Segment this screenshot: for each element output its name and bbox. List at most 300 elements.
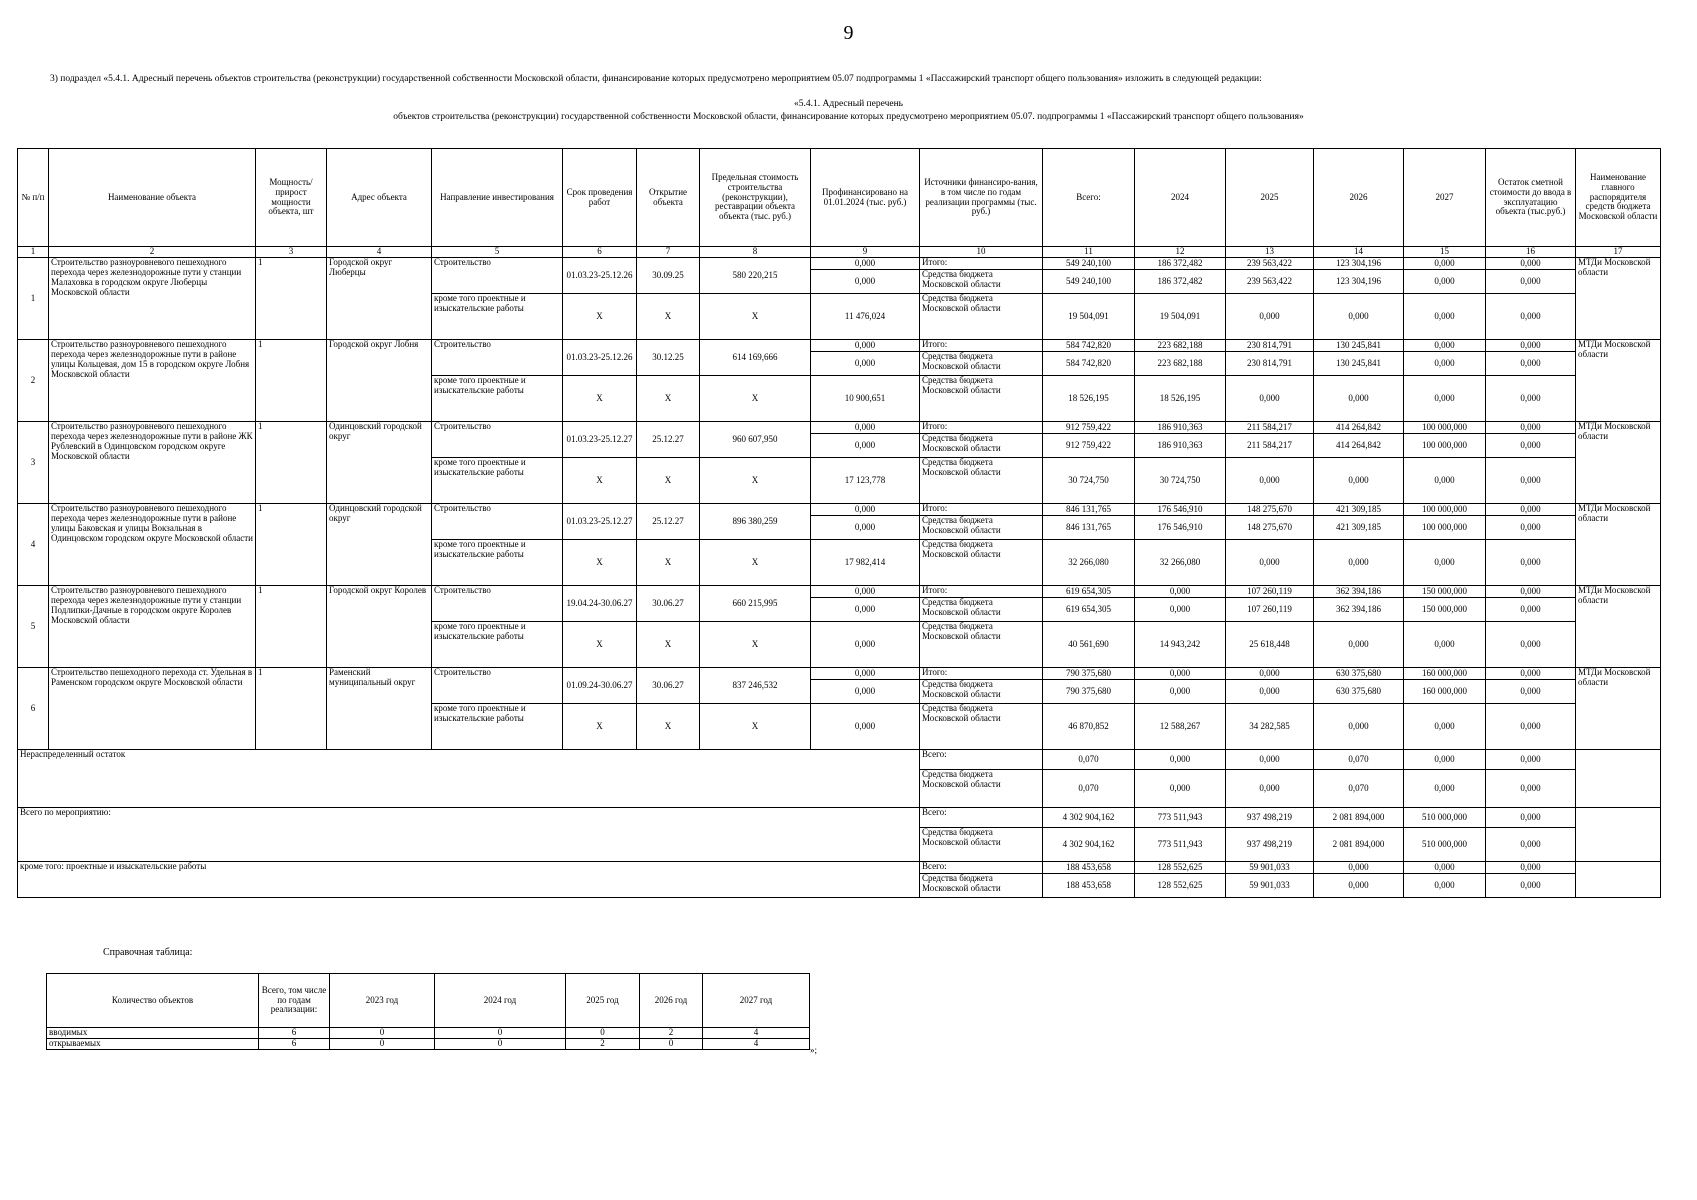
amount-cell: 0,000 [1314, 294, 1404, 340]
object-capacity: 1 [256, 586, 327, 668]
object-number: 3 [18, 422, 49, 504]
financed-cell: 0,000 [811, 598, 920, 622]
amount-cell: 230 814,791 [1226, 352, 1314, 376]
amount-cell: 0,000 [1486, 258, 1576, 270]
column-number-row [18, 247, 1661, 258]
intro-paragraph: 3) подраздел «5.4.1. Адресный перечень объектов строительства (реконструкции) государственной собственности Московской области, финансирование которых предусмотрено мероприятием 05.07 подпрограммы 1 «Пассажирский транспорт общего пользования» изложить в следующей редакции: [50, 74, 1262, 84]
reference-col-header: 2025 год [566, 974, 640, 1028]
amount-cell: 128 552,625 [1135, 874, 1226, 898]
reference-col-header: 2026 год [640, 974, 703, 1028]
summary-row [18, 750, 1661, 770]
reference-cell: 6 [259, 1038, 330, 1049]
source-cell: Итого: [920, 668, 1043, 680]
col-header: Остаток сметной стоимости до ввода в эксплуатацию объекта (тыс.руб.) [1486, 149, 1576, 247]
object-name: Строительство разноуровневого пешеходного перехода через железнодорожные пути у станции Малаховка в городском округе Люберцы Московской области [49, 258, 256, 340]
col-header: 2024 [1135, 149, 1226, 247]
col-header: Адрес объекта [327, 149, 432, 247]
financed-cell: 11 476,024 [811, 294, 920, 340]
object-capacity: 1 [256, 504, 327, 586]
extra-opening: X [637, 704, 700, 750]
amount-cell: 14 943,242 [1135, 622, 1226, 668]
financed-cell: 0,000 [811, 586, 920, 598]
empty-cell [1576, 750, 1661, 808]
amount-cell: 414 264,842 [1314, 434, 1404, 458]
extra-opening: X [637, 376, 700, 422]
amount-cell: 549 240,100 [1043, 270, 1135, 294]
amount-cell: 912 759,422 [1043, 422, 1135, 434]
object-row [18, 340, 1661, 352]
amount-cell: 0,000 [1486, 622, 1576, 668]
object-name: Строительство разноуровневого пешеходного перехода через железнодорожные пути в районе улицы Баковская и улицы Вокзальная в Одинцовском городском округе Московской области [49, 504, 256, 586]
amount-cell: 0,000 [1135, 586, 1226, 598]
amount-cell: 584 742,820 [1043, 340, 1135, 352]
financed-cell: 0,000 [811, 680, 920, 704]
object-capacity: 1 [256, 340, 327, 422]
extra-max-cost: X [700, 704, 811, 750]
amount-cell: 150 000,000 [1404, 598, 1486, 622]
extra-max-cost: X [700, 294, 811, 340]
col-header: Открытие объекта [637, 149, 700, 247]
amount-cell: 0,000 [1226, 750, 1314, 770]
object-name: Строительство разноуровневого пешеходного перехода через железнодорожные пути у станции Подлипки-Дачные в городском округе Королев Московской области [49, 586, 256, 668]
amount-cell: 0,000 [1486, 458, 1576, 504]
amount-cell: 19 504,091 [1043, 294, 1135, 340]
object-opening: 30.06.27 [637, 668, 700, 704]
amount-cell: 0,000 [1486, 586, 1576, 598]
amount-cell: 123 304,196 [1314, 270, 1404, 294]
extra-period: X [563, 704, 637, 750]
object-direction: Строительство [432, 586, 563, 622]
amount-cell: 414 264,842 [1314, 422, 1404, 434]
amount-cell: 0,000 [1486, 680, 1576, 704]
amount-cell: 0,000 [1486, 352, 1576, 376]
amount-cell: 59 901,033 [1226, 862, 1314, 874]
amount-cell: 0,070 [1043, 750, 1135, 770]
amount-cell: 0,000 [1404, 340, 1486, 352]
object-number: 5 [18, 586, 49, 668]
reference-cell: 0 [566, 1028, 640, 1039]
col-header: 2025 [1226, 149, 1314, 247]
col-header: Направление инвестирования [432, 149, 563, 247]
col-header: 2026 [1314, 149, 1404, 247]
amount-cell: 100 000,000 [1404, 434, 1486, 458]
amount-cell: 790 375,680 [1043, 680, 1135, 704]
column-number: 7 [637, 247, 700, 258]
amount-cell: 619 654,305 [1043, 586, 1135, 598]
col-header: Мощность/ прирост мощности объекта, шт [256, 149, 327, 247]
amount-cell: 0,000 [1314, 874, 1404, 898]
column-number: 5 [432, 247, 563, 258]
summary-row [18, 862, 1661, 874]
caption-subtitle: объектов строительства (реконструкции) государственной собственности Московской области, финансирование которых предусмотрено мероприятием 05.07. подпрограммы 1 «Пассажирский транспорт общего пользования» [393, 112, 1304, 122]
amount-cell: 0,000 [1226, 668, 1314, 680]
source-cell: Итого: [920, 258, 1043, 270]
amount-cell: 630 375,680 [1314, 668, 1404, 680]
reference-row-label: вводимых [47, 1028, 259, 1039]
source-cell: Средства бюджета Московской области [920, 294, 1043, 340]
amount-cell: 186 372,482 [1135, 258, 1226, 270]
object-capacity: 1 [256, 258, 327, 340]
amount-cell: 0,000 [1486, 828, 1576, 862]
amount-cell: 107 260,119 [1226, 598, 1314, 622]
reference-col-header: Количество объектов [47, 974, 259, 1028]
amount-cell: 0,000 [1226, 770, 1314, 808]
amount-cell: 176 546,910 [1135, 504, 1226, 516]
column-number: 13 [1226, 247, 1314, 258]
extra-period: X [563, 376, 637, 422]
object-period: 01.03.23-25.12.26 [563, 258, 637, 294]
amount-cell: 188 453,658 [1043, 874, 1135, 898]
object-manager: МТДи Московской области [1576, 258, 1661, 340]
amount-cell: 0,000 [1135, 750, 1226, 770]
extra-direction: кроме того проектные и изыскательские работы [432, 622, 563, 668]
amount-cell: 0,000 [1226, 540, 1314, 586]
table-body [18, 258, 1661, 898]
amount-cell: 846 131,765 [1043, 504, 1135, 516]
source-cell: Средства бюджета Московской области [920, 704, 1043, 750]
amount-cell: 19 504,091 [1135, 294, 1226, 340]
amount-cell: 0,000 [1226, 294, 1314, 340]
source-cell: Итого: [920, 504, 1043, 516]
financed-cell: 0,000 [811, 668, 920, 680]
amount-cell: 0,000 [1404, 294, 1486, 340]
col-header: 2027 [1404, 149, 1486, 247]
amount-cell: 0,000 [1486, 422, 1576, 434]
amount-cell: 186 910,363 [1135, 422, 1226, 434]
amount-cell: 186 910,363 [1135, 434, 1226, 458]
amount-cell: 0,000 [1486, 874, 1576, 898]
amount-cell: 176 546,910 [1135, 516, 1226, 540]
source-cell: Итого: [920, 586, 1043, 598]
closing-quote: »; [810, 1045, 818, 1055]
amount-cell: 0,000 [1404, 750, 1486, 770]
amount-cell: 0,000 [1486, 376, 1576, 422]
extra-opening: X [637, 540, 700, 586]
object-address: Раменский муниципальный округ [327, 668, 432, 750]
source-cell: Средства бюджета Московской области [920, 680, 1043, 704]
financed-cell: 0,000 [811, 258, 920, 270]
column-number: 3 [256, 247, 327, 258]
amount-cell: 150 000,000 [1404, 586, 1486, 598]
amount-cell: 4 302 904,162 [1043, 808, 1135, 828]
amount-cell: 188 453,658 [1043, 862, 1135, 874]
amount-cell: 0,000 [1486, 434, 1576, 458]
amount-cell: 421 309,185 [1314, 504, 1404, 516]
reference-title: Справочная таблица: [103, 947, 193, 958]
source-cell: Средства бюджета Московской области [920, 770, 1043, 808]
amount-cell: 223 682,188 [1135, 340, 1226, 352]
object-max-cost: 896 380,259 [700, 504, 811, 540]
financed-cell: 0,000 [811, 622, 920, 668]
reference-col-header: 2024 год [435, 974, 566, 1028]
amount-cell: 0,000 [1486, 808, 1576, 828]
extra-max-cost: X [700, 540, 811, 586]
amount-cell: 0,000 [1486, 750, 1576, 770]
amount-cell: 4 302 904,162 [1043, 828, 1135, 862]
col-header: Профинансировано на 01.01.2024 (тыс. руб.) [811, 149, 920, 247]
amount-cell: 0,070 [1314, 770, 1404, 808]
column-number: 15 [1404, 247, 1486, 258]
source-cell: Итого: [920, 340, 1043, 352]
object-period: 01.03.23-25.12.27 [563, 422, 637, 458]
object-row [18, 258, 1661, 270]
extra-period: X [563, 622, 637, 668]
amount-cell: 30 724,750 [1135, 458, 1226, 504]
object-address: Городской округ Люберцы [327, 258, 432, 340]
object-manager: МТДи Московской области [1576, 504, 1661, 586]
extra-period: X [563, 294, 637, 340]
amount-cell: 211 584,217 [1226, 434, 1314, 458]
amount-cell: 630 375,680 [1314, 680, 1404, 704]
amount-cell: 0,000 [1404, 622, 1486, 668]
financed-cell: 0,000 [811, 704, 920, 750]
amount-cell: 0,000 [1314, 862, 1404, 874]
reference-col-header: Всего, том числе по годам реализации: [259, 974, 330, 1028]
reference-cell: 0 [330, 1038, 435, 1049]
amount-cell: 549 240,100 [1043, 258, 1135, 270]
object-direction: Строительство [432, 504, 563, 540]
object-max-cost: 580 220,215 [700, 258, 811, 294]
amount-cell: 510 000,000 [1404, 808, 1486, 828]
amount-cell: 130 245,841 [1314, 352, 1404, 376]
object-opening: 25.12.27 [637, 504, 700, 540]
amount-cell: 0,000 [1226, 458, 1314, 504]
amount-cell: 0,000 [1486, 770, 1576, 808]
amount-cell: 59 901,033 [1226, 874, 1314, 898]
amount-cell: 584 742,820 [1043, 352, 1135, 376]
reference-row [47, 1038, 810, 1049]
amount-cell: 46 870,852 [1043, 704, 1135, 750]
financed-cell: 0,000 [811, 340, 920, 352]
extra-direction: кроме того проектные и изыскательские работы [432, 294, 563, 340]
amount-cell: 0,000 [1135, 770, 1226, 808]
source-cell: Средства бюджета Московской области [920, 828, 1043, 862]
object-row [18, 586, 1661, 598]
amount-cell: 0,000 [1486, 704, 1576, 750]
address-list-table [17, 148, 1661, 898]
amount-cell: 0,000 [1404, 704, 1486, 750]
amount-cell: 100 000,000 [1404, 504, 1486, 516]
summary-label: Всего по мероприятию: [18, 808, 920, 862]
financed-cell: 0,000 [811, 504, 920, 516]
summary-row [18, 808, 1661, 828]
source-cell: Всего: [920, 862, 1043, 874]
source-cell: Всего: [920, 808, 1043, 828]
financed-cell: 10 900,651 [811, 376, 920, 422]
extra-max-cost: X [700, 622, 811, 668]
reference-cell: 2 [566, 1038, 640, 1049]
empty-cell [1576, 808, 1661, 862]
amount-cell: 25 618,448 [1226, 622, 1314, 668]
amount-cell: 0,000 [1314, 376, 1404, 422]
object-max-cost: 837 246,532 [700, 668, 811, 704]
amount-cell: 0,000 [1486, 540, 1576, 586]
reference-cell: 4 [703, 1038, 810, 1049]
col-header: Срок проведения работ [563, 149, 637, 247]
amount-cell: 128 552,625 [1135, 862, 1226, 874]
reference-table [46, 973, 810, 1050]
object-period: 01.03.23-25.12.26 [563, 340, 637, 376]
column-number: 6 [563, 247, 637, 258]
object-manager: МТДи Московской области [1576, 668, 1661, 750]
extra-direction: кроме того проектные и изыскательские работы [432, 458, 563, 504]
column-number: 2 [49, 247, 256, 258]
source-cell: Средства бюджета Московской области [920, 598, 1043, 622]
amount-cell: 223 682,188 [1135, 352, 1226, 376]
object-period: 01.09.24-30.06.27 [563, 668, 637, 704]
reference-cell: 4 [703, 1028, 810, 1039]
amount-cell: 40 561,690 [1043, 622, 1135, 668]
object-number: 2 [18, 340, 49, 422]
amount-cell: 773 511,943 [1135, 828, 1226, 862]
amount-cell: 239 563,422 [1226, 258, 1314, 270]
object-direction: Строительство [432, 340, 563, 376]
amount-cell: 32 266,080 [1135, 540, 1226, 586]
amount-cell: 0,000 [1404, 376, 1486, 422]
extra-period: X [563, 540, 637, 586]
amount-cell: 362 394,186 [1314, 598, 1404, 622]
column-number: 10 [920, 247, 1043, 258]
amount-cell: 0,000 [1404, 352, 1486, 376]
source-cell: Всего: [920, 750, 1043, 770]
reference-cell: 0 [330, 1028, 435, 1039]
column-number: 12 [1135, 247, 1226, 258]
amount-cell: 30 724,750 [1043, 458, 1135, 504]
object-address: Одинцовский городской округ [327, 422, 432, 504]
amount-cell: 0,070 [1043, 770, 1135, 808]
amount-cell: 0,000 [1314, 622, 1404, 668]
object-opening: 30.12.25 [637, 340, 700, 376]
amount-cell: 160 000,000 [1404, 680, 1486, 704]
amount-cell: 846 131,765 [1043, 516, 1135, 540]
amount-cell: 0,000 [1314, 540, 1404, 586]
reference-cell: 0 [640, 1038, 703, 1049]
amount-cell: 0,000 [1486, 516, 1576, 540]
column-number: 1 [18, 247, 49, 258]
amount-cell: 0,000 [1226, 680, 1314, 704]
source-cell: Средства бюджета Московской области [920, 874, 1043, 898]
reference-cell: 2 [640, 1028, 703, 1039]
object-row [18, 668, 1661, 680]
object-name: Строительство пешеходного перехода ст. Удельная в Раменском городском округе Московской области [49, 668, 256, 750]
amount-cell: 2 081 894,000 [1314, 828, 1404, 862]
amount-cell: 0,000 [1404, 862, 1486, 874]
object-direction: Строительство [432, 258, 563, 294]
source-cell: Средства бюджета Московской области [920, 434, 1043, 458]
object-number: 6 [18, 668, 49, 750]
object-address: Одинцовский городской округ [327, 504, 432, 586]
col-header: Наименование объекта [49, 149, 256, 247]
col-header: Предельная стоимость строительства (реконструкции), реставрации объекта объекта (тыс. руб.) [700, 149, 811, 247]
source-cell: Итого: [920, 422, 1043, 434]
financed-cell: 0,000 [811, 352, 920, 376]
amount-cell: 0,000 [1314, 704, 1404, 750]
extra-max-cost: X [700, 458, 811, 504]
amount-cell: 0,000 [1486, 294, 1576, 340]
object-opening: 30.06.27 [637, 586, 700, 622]
column-number: 14 [1314, 247, 1404, 258]
amount-cell: 211 584,217 [1226, 422, 1314, 434]
object-manager: МТДи Московской области [1576, 422, 1661, 504]
object-address: Городской округ Королев [327, 586, 432, 668]
financed-cell: 0,000 [811, 516, 920, 540]
reference-col-header: 2027 год [703, 974, 810, 1028]
amount-cell: 0,000 [1404, 874, 1486, 898]
amount-cell: 937 498,219 [1226, 808, 1314, 828]
source-cell: Средства бюджета Московской области [920, 622, 1043, 668]
object-max-cost: 614 169,666 [700, 340, 811, 376]
object-number: 4 [18, 504, 49, 586]
object-period: 01.03.23-25.12.27 [563, 504, 637, 540]
amount-cell: 0,000 [1314, 458, 1404, 504]
object-manager: МТДи Московской области [1576, 586, 1661, 668]
table-header-row [18, 149, 1661, 247]
object-row [18, 422, 1661, 434]
object-opening: 30.09.25 [637, 258, 700, 294]
amount-cell: 0,000 [1226, 376, 1314, 422]
source-cell: Средства бюджета Московской области [920, 352, 1043, 376]
object-max-cost: 960 607,950 [700, 422, 811, 458]
object-direction: Строительство [432, 422, 563, 458]
summary-label: кроме того: проектные и изыскательские работы [18, 862, 920, 898]
amount-cell: 0,000 [1486, 862, 1576, 874]
col-header: № п/п [18, 149, 49, 247]
extra-opening: X [637, 458, 700, 504]
source-cell: Средства бюджета Московской области [920, 270, 1043, 294]
source-cell: Средства бюджета Московской области [920, 516, 1043, 540]
object-capacity: 1 [256, 668, 327, 750]
amount-cell: 0,000 [1135, 668, 1226, 680]
extra-direction: кроме того проектные и изыскательские работы [432, 376, 563, 422]
object-address: Городской округ Лобня [327, 340, 432, 422]
amount-cell: 239 563,422 [1226, 270, 1314, 294]
amount-cell: 510 000,000 [1404, 828, 1486, 862]
amount-cell: 0,000 [1404, 458, 1486, 504]
object-name: Строительство разноуровневого пешеходного перехода через железнодорожные пути в районе улицы Кольцевая, дом 15 в городском округе Лобня Московской области [49, 340, 256, 422]
amount-cell: 123 304,196 [1314, 258, 1404, 270]
caption-title: «5.4.1. Адресный перечень [794, 99, 903, 109]
amount-cell: 0,000 [1486, 340, 1576, 352]
column-number: 8 [700, 247, 811, 258]
object-period: 19.04.24-30.06.27 [563, 586, 637, 622]
object-direction: Строительство [432, 668, 563, 704]
col-header: Наименование главного распорядителя средств бюджета Московской области [1576, 149, 1661, 247]
amount-cell: 0,000 [1486, 598, 1576, 622]
object-name: Строительство разноуровневого пешеходного перехода через железнодорожные пути в районе ЖК Рублевский в Одинцовском городском округе Московской области [49, 422, 256, 504]
amount-cell: 619 654,305 [1043, 598, 1135, 622]
object-capacity: 1 [256, 422, 327, 504]
extra-direction: кроме того проектные и изыскательские работы [432, 540, 563, 586]
amount-cell: 32 266,080 [1043, 540, 1135, 586]
object-manager: МТДи Московской области [1576, 340, 1661, 422]
amount-cell: 2 081 894,000 [1314, 808, 1404, 828]
amount-cell: 0,000 [1135, 598, 1226, 622]
amount-cell: 0,000 [1404, 258, 1486, 270]
col-header: Всего: [1043, 149, 1135, 247]
amount-cell: 34 282,585 [1226, 704, 1314, 750]
extra-max-cost: X [700, 376, 811, 422]
column-number: 17 [1576, 247, 1661, 258]
amount-cell: 100 000,000 [1404, 422, 1486, 434]
amount-cell: 0,000 [1404, 540, 1486, 586]
amount-cell: 0,070 [1314, 750, 1404, 770]
column-number: 4 [327, 247, 432, 258]
reference-header-row [47, 974, 810, 1028]
reference-cell: 0 [435, 1038, 566, 1049]
amount-cell: 12 588,267 [1135, 704, 1226, 750]
amount-cell: 186 372,482 [1135, 270, 1226, 294]
financed-cell: 17 982,414 [811, 540, 920, 586]
